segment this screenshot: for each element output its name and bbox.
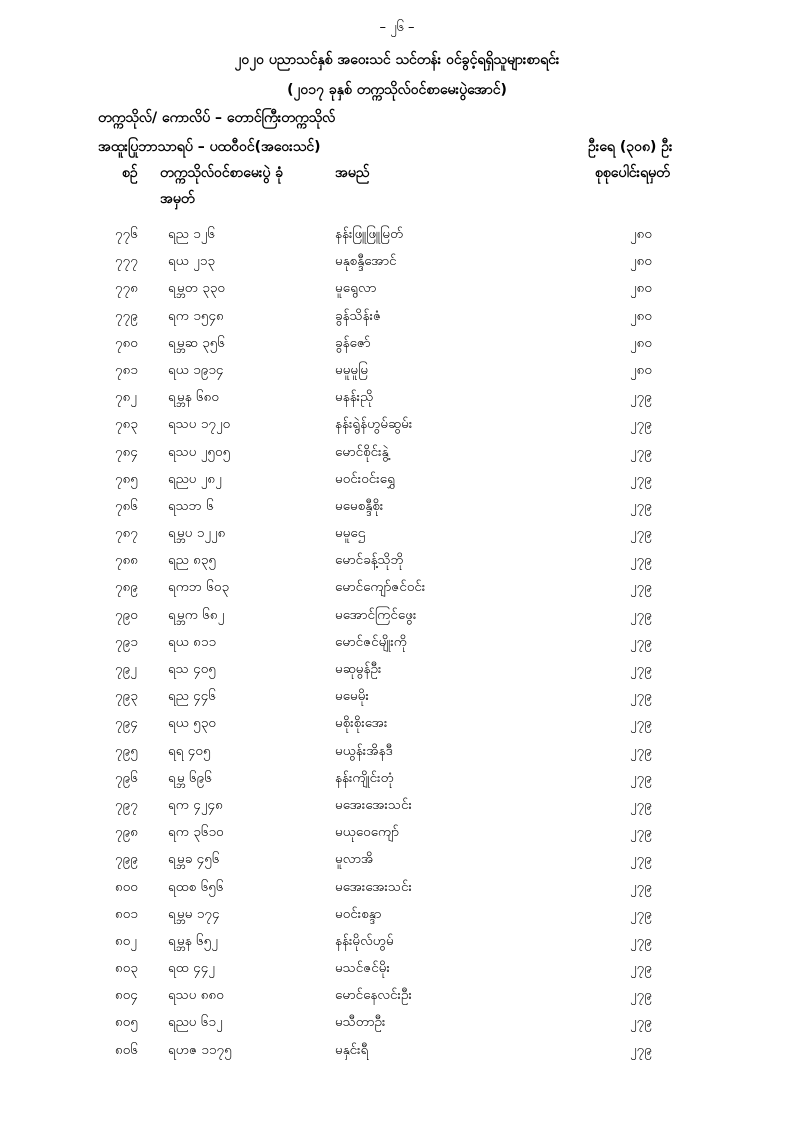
table-row xyxy=(0,357,794,384)
student-name: မစိုးစိုးအေး xyxy=(335,715,388,732)
table-row xyxy=(0,656,794,683)
roll-number: ရမ္ဘက ၆၈၂ xyxy=(168,606,225,623)
table-row xyxy=(0,466,794,493)
row-number: ၇၈၀ xyxy=(115,334,138,351)
row-number: ၇၇၉ xyxy=(115,307,138,324)
row-number: ၈၀၃ xyxy=(115,960,138,977)
row-number: ၇၉၂ xyxy=(115,661,137,677)
student-name: မဝင်းစန္ဒာ xyxy=(335,905,382,922)
student-name: မဆုမွန်ဦး xyxy=(335,661,382,677)
total-marks: ၂၇၉ xyxy=(630,470,652,487)
column-header-no: စဉ် xyxy=(122,165,138,181)
roll-number: ရမ္ဘန ၆၅၂ xyxy=(168,932,218,949)
row-number: ၇၉၀ xyxy=(115,606,138,623)
total-marks: ၂၇၉ xyxy=(630,987,652,1004)
row-number: ၈၀၀ xyxy=(115,878,138,895)
student-name: ခွန်ဇော် xyxy=(335,334,371,351)
total-marks: ၂၇၉ xyxy=(630,851,652,868)
column-header-roll-no: တက္ကသိုလ်ဝင်စာမေးပွဲ ခုံအမှတ် xyxy=(160,165,284,207)
total-marks: ၂၇၉ xyxy=(630,497,652,514)
student-name: မသင်ဇင်မိုး xyxy=(335,960,390,977)
row-number: ၇၉၉ xyxy=(115,851,138,868)
row-number: ၈၀၆ xyxy=(115,1041,138,1058)
page-number: – ၂၆ – xyxy=(379,20,415,35)
total-marks: ၂၇၉ xyxy=(630,1041,652,1058)
student-name: မောင်ကျော်ဇင်ဝင်း xyxy=(335,579,426,596)
table-row xyxy=(0,520,794,547)
table-row xyxy=(0,1009,794,1036)
row-number: ၇၈၂ xyxy=(115,389,137,406)
student-name: မမူဌေ xyxy=(335,525,366,542)
table-row xyxy=(0,411,794,438)
total-marks: ၂၇၉ xyxy=(630,633,652,650)
roll-number: ရထစ ၆၅၆ xyxy=(168,878,224,895)
roll-number: ရသပ ၈၈၀ xyxy=(168,987,224,1004)
student-name: နန်းရွဲန်ဟွမ်ဆွမ်း xyxy=(335,416,413,433)
student-name: မောင်ခန့်သိုဘို xyxy=(335,552,404,569)
table-row xyxy=(0,439,794,466)
roll-number: ရညပ ၆၁၂ xyxy=(168,1014,223,1031)
table-row xyxy=(0,710,794,737)
total-marks: ၂၇၉ xyxy=(630,905,652,922)
roll-number: ရယ ၂၁၃ xyxy=(168,253,215,270)
row-number: ၈၀၅ xyxy=(115,1014,138,1031)
column-header-total: စုစုပေါင်းရမှတ် xyxy=(595,165,670,181)
student-name: မူလာအိ xyxy=(335,851,374,868)
total-marks: ၂၈၀ xyxy=(630,307,652,324)
student-name: မူရွေလာ xyxy=(335,280,377,297)
total-marks: ၂၇၉ xyxy=(630,742,652,759)
student-name: မယွန်းအိနဒီ xyxy=(335,742,393,759)
roll-number: ရညပ ၂၈၂ xyxy=(168,470,222,487)
total-marks: ၂၈၀ xyxy=(630,280,652,297)
row-number: ၇၉၅ xyxy=(115,742,138,759)
roll-number: ရသပ ၂၅၀၅ xyxy=(168,443,231,460)
roll-number: ရထ ၄၄၂ xyxy=(168,960,215,977)
total-marks: ၂၇၉ xyxy=(630,932,652,949)
row-number: ၇၈၄ xyxy=(115,443,138,460)
student-name: မနုစန္ဒီအောင် xyxy=(335,253,397,270)
student-name: မယုဝေကျော် xyxy=(335,824,399,841)
table-row xyxy=(0,819,794,846)
roll-number: ရသဘ ၆ xyxy=(168,497,214,514)
roll-number: ရမ္ဘတ ၃၃၀ xyxy=(168,280,225,297)
table-row xyxy=(0,928,794,955)
table-row xyxy=(0,384,794,411)
student-name: မအေးအေးသင်း xyxy=(335,878,412,895)
student-name: မနှင်းရီ xyxy=(335,1041,369,1058)
total-marks: ၂၇၉ xyxy=(630,525,652,542)
roll-number: ရမ္ဘမ ၁၇၄ xyxy=(168,905,220,922)
total-students: ဦးရေ (၃၀၈) ဦး xyxy=(588,139,673,155)
table-row xyxy=(0,547,794,574)
table-row xyxy=(0,275,794,302)
roll-number: ရမ္ဘန ၆၈၀ xyxy=(168,389,219,406)
table-row xyxy=(0,602,794,629)
student-name: မမေစန္ဒီစိုး xyxy=(335,497,384,514)
university-line: တက္ကသိုလ်/ ကောလိပ် – ‌တောင်ကြီးတက္ကသိုလ် xyxy=(98,110,336,126)
total-marks: ၂၈၀ xyxy=(630,334,652,351)
total-marks: ၂၇၉ xyxy=(630,960,652,977)
table-row xyxy=(0,1037,794,1064)
roll-number: ရသ ၄၀၅ xyxy=(168,661,216,677)
table-row xyxy=(0,629,794,656)
row-number: ၇၈၈ xyxy=(115,552,139,569)
results-table xyxy=(0,221,794,1064)
roll-number: ရည ၈၃၅ xyxy=(168,552,216,569)
table-row xyxy=(0,982,794,1009)
roll-number: ရယ ၅၃၀ xyxy=(168,715,216,732)
total-marks: ၂၇၉ xyxy=(630,416,652,433)
table-row xyxy=(0,303,794,330)
student-name: မမေမိုး xyxy=(335,688,369,705)
total-marks: ၂၇၉ xyxy=(630,443,652,460)
roll-number: ရက ၄၂၄၈ xyxy=(168,796,223,813)
total-marks: ၂၈၀ xyxy=(630,226,652,242)
major-subject-line: အထူးပြုဘာသာရပ် – ပထဝီဝင်(အဝေးသင်) xyxy=(98,139,321,155)
roll-number: ရက ၃၆၁၀ xyxy=(168,824,224,841)
row-number: ၇၈၅ xyxy=(115,470,138,487)
student-name: နန်းကျိုင်းတုံ xyxy=(335,769,394,786)
row-number: ၇၇၆ xyxy=(115,226,138,242)
table-row xyxy=(0,955,794,982)
table-row xyxy=(0,574,794,601)
row-number: ၇၈၆ xyxy=(115,497,138,514)
row-number: ၇၉၈ xyxy=(115,824,138,841)
roll-number: ရယ ၁၉၁၄ xyxy=(168,361,224,378)
row-number: ၇၈၁ xyxy=(115,361,138,378)
row-number: ၇၉၆ xyxy=(115,769,138,786)
total-marks: ၂၈၀ xyxy=(630,253,652,270)
table-row xyxy=(0,493,794,520)
roll-number: ရက ၁၅၄၈ xyxy=(168,307,224,324)
student-name: မောင်ဇင်မျိုးကို xyxy=(335,633,408,650)
roll-number: ရမ္ဘပ ၁၂၂၈ xyxy=(168,525,226,542)
total-marks: ၂၇၉ xyxy=(630,824,652,841)
table-row xyxy=(0,683,794,710)
roll-number: ရည ၄၄၆ xyxy=(168,688,216,705)
total-marks: ၂၇၉ xyxy=(630,606,652,623)
table-row xyxy=(0,330,794,357)
row-number: ၇၈၉ xyxy=(115,579,138,596)
student-name: မောင်စိုင်းနွဲ့ xyxy=(335,443,389,460)
total-marks: ၂၇၉ xyxy=(630,579,652,596)
student-name: မောင်နေလင်းဦး xyxy=(335,987,412,1004)
total-marks: ၂၇၉ xyxy=(630,715,652,732)
total-marks: ၂၇၉ xyxy=(630,688,652,705)
student-name: ခွန်သိန်းဇံ xyxy=(335,307,382,324)
student-name: မနန်းညို xyxy=(335,389,374,406)
roll-number: ရယ ၈၁၁ xyxy=(168,633,217,650)
document-title: ၂၀၂၀ ပညာသင်နှစ် အဝေးသင် သင်တန်း ဝင်ခွင့်ရရှိသူများစာရင်း xyxy=(234,52,560,68)
student-name: နန်းဖြူဖြူမြတ် xyxy=(335,226,404,242)
row-number: ၇၉၃ xyxy=(115,688,138,705)
roll-number: ရဟဇ ၁၁၇၅ xyxy=(168,1041,232,1058)
table-row xyxy=(0,248,794,275)
row-number: ၈၀၂ xyxy=(115,932,137,949)
row-number: ၇၉၇ xyxy=(115,796,138,813)
roll-number: ရမ္ဘ ၆၉၆ xyxy=(168,769,212,786)
total-marks: ၂၇၉ xyxy=(630,878,652,895)
total-marks: ၂၇၉ xyxy=(630,769,652,786)
total-marks: ၂၇၉ xyxy=(630,1014,652,1031)
table-row xyxy=(0,901,794,928)
row-number: ၇၈၃ xyxy=(115,416,138,433)
table-row xyxy=(0,765,794,792)
table-row xyxy=(0,221,794,248)
row-number: ၈၀၁ xyxy=(115,905,138,922)
document-subtitle: (၂၀၁၇ ခုနှစ် တက္ကသိုလ်ဝင်စာမေးပွဲအောင်) xyxy=(287,82,507,98)
roll-number: ရမ္ဘဆ ၃၅၆ xyxy=(168,334,225,351)
total-marks: ၂၇၉ xyxy=(630,552,652,569)
table-row xyxy=(0,792,794,819)
student-name: မမူမူမြ xyxy=(335,361,369,378)
student-name: မအောင်ကြင်ဖွေး xyxy=(335,606,417,623)
roll-number: ရည ၁၂၆ xyxy=(168,226,215,242)
roll-number: ရသပ ၁၇၂၀ xyxy=(168,416,231,433)
student-name: နန်းမိုလ်ဟွမ် xyxy=(335,932,394,949)
table-row xyxy=(0,874,794,901)
roll-number: ရမ္ဘခ ၄၅၆ xyxy=(168,851,220,868)
total-marks: ၂၈၀ xyxy=(630,361,652,378)
student-name: မအေးအေးသင်း xyxy=(335,796,412,813)
row-number: ၇၇၇ xyxy=(115,253,138,270)
row-number: ၈၀၄ xyxy=(115,987,138,1004)
roll-number: ရရ ၄၀၅ xyxy=(168,742,211,759)
row-number: ၇၇၈ xyxy=(115,280,138,297)
student-name: မဝင်းဝင်းရွှေ xyxy=(335,470,396,487)
total-marks: ၂၇၉ xyxy=(630,389,652,406)
column-header-name: အမည် xyxy=(335,165,370,181)
total-marks: ၂၇၉ xyxy=(630,796,652,813)
row-number: ၇၉၁ xyxy=(115,633,138,650)
row-number: ၇၈၇ xyxy=(115,525,138,542)
table-row xyxy=(0,846,794,873)
row-number: ၇၉၄ xyxy=(115,715,138,732)
student-name: မသီတာဦး xyxy=(335,1014,386,1031)
table-row xyxy=(0,738,794,765)
roll-number: ရကဘ ၆၀၃ xyxy=(168,579,230,596)
total-marks: ၂၇၉ xyxy=(630,661,652,677)
